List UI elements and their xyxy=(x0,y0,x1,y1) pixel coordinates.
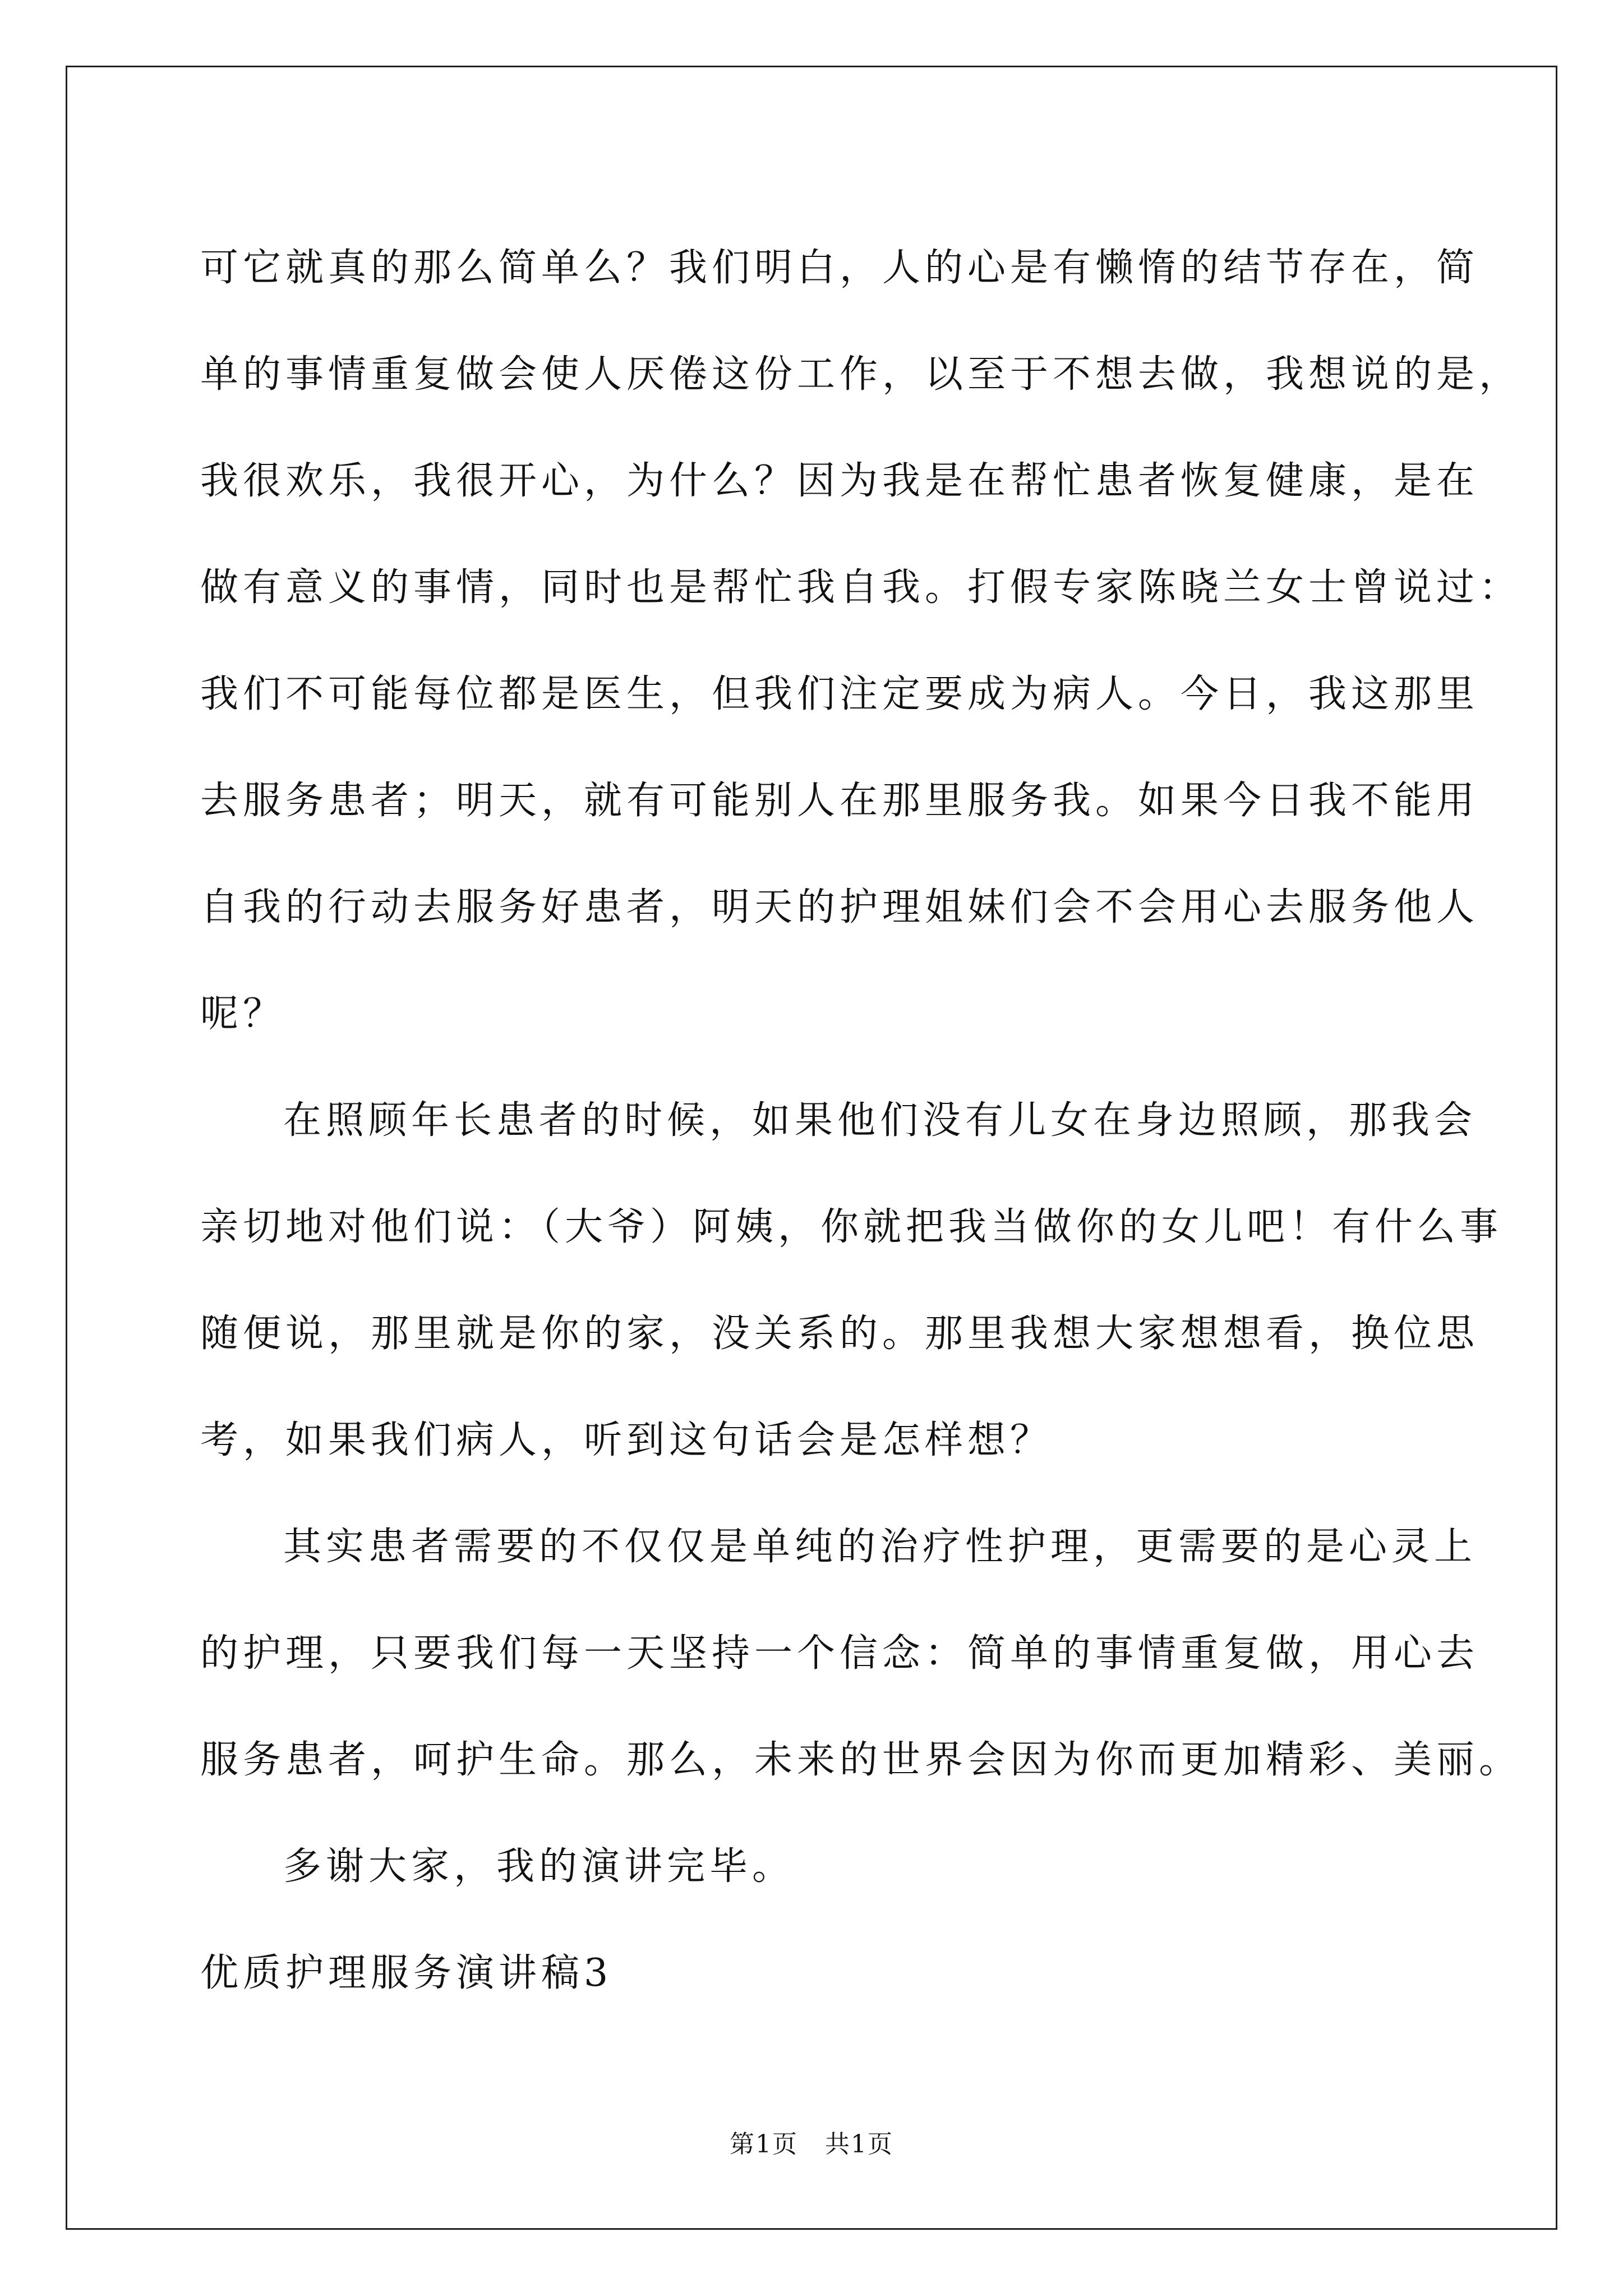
text-line: 我很欢乐，我很开心，为什么？因为我是在帮忙患者恢复健康，是在 xyxy=(200,459,1479,503)
text-line: 亲切地对他们说：（大爷）阿姨，你就把我当做你的女儿吧！有什么事 xyxy=(200,1205,1503,1249)
text-line: 可它就真的那么简单么？我们明白，人的心是有懒惰的结节存在，简 xyxy=(200,246,1479,290)
text-line: 服务患者，呵护生命。那么，未来的世界会因为你而更加精彩、美丽。 xyxy=(200,1738,1522,1782)
page-number-footer: 第1页 共1页 xyxy=(730,2130,893,2159)
text-line: 单的事情重复做会使人厌倦这份工作，以至于不想去做，我想说的是， xyxy=(200,352,1522,397)
paragraph xyxy=(200,1494,1522,1814)
document-body xyxy=(200,215,1522,2027)
text-line: 做有意义的事情，同时也是帮忙我自我。打假专家陈晓兰女士曾说过： xyxy=(200,565,1522,610)
text-line: 考，如果我们病人，听到这句话会是怎样想？ xyxy=(200,1418,1053,1462)
paragraph xyxy=(200,1068,1503,1494)
text-line: 去服务患者；明天，就有可能别人在那里服务我。如果今日我不能用 xyxy=(200,779,1479,823)
text-line: 其实患者需要的不仅仅是单纯的治疗性护理，更需要的是心灵上 xyxy=(283,1525,1477,1569)
paragraph xyxy=(200,1814,1428,1920)
text-line: 的护理，只要我们每一天坚持一个信念：简单的事情重复做，用心去 xyxy=(200,1631,1479,1676)
paragraph xyxy=(200,215,1522,1068)
text-line: 随便说，那里就是你的家，没关系的。那里我想大家想想看，换位思 xyxy=(200,1312,1479,1356)
text-line: 多谢大家，我的演讲完毕。 xyxy=(283,1844,795,1889)
text-line: 我们不可能每位都是医生，但我们注定要成为病人。今日，我这那里 xyxy=(200,672,1479,716)
section-heading: 优质护理服务演讲稿3 xyxy=(200,1951,613,1995)
text-line: 在照顾年长患者的时候，如果他们没有儿女在身边照顾，那我会 xyxy=(283,1098,1477,1143)
text-line: 自我的行动去服务好患者，明天的护理姐妹们会不会用心去服务他人 xyxy=(200,885,1479,930)
text-line: 呢？ xyxy=(200,992,286,1036)
